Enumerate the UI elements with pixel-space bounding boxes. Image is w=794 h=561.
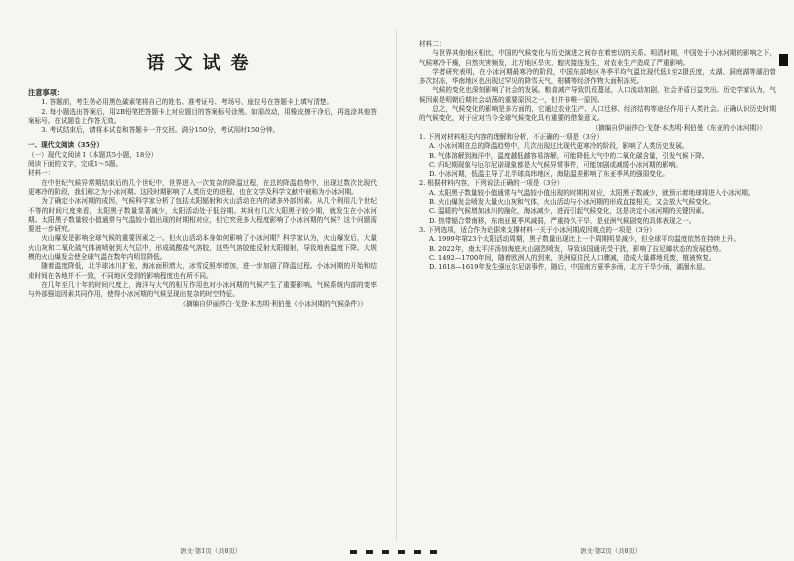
paragraph: 总之，气候变化的影响是多方面的，它通过农业生产、人口迁移、经济结构等途径作用于人类社会。正确认识历史时期的气候变化，对于应对当今全球气候变化具有重要的借鉴意义。 [419,105,776,123]
option: C. 归纪期现象与厄尔尼诺现象都是大气候异常事件，可能加剧或减缓小冰河期的影响。 [429,160,682,169]
paragraph: 随着温度降低，北半球冰川扩张，海冰面积增大，冰雪反照率增加，进一步加剧了降温过程。小冰河期的开始和结束时间在各地并不一致，不同地区受到的影响程度也有所不同。 [28,262,377,280]
notice-title: 注意事项： [28,88,64,97]
option: B. 气体溶解到海洋中，温度越低越容易溶解，可能降低大气中的二氧化碳含量，引发气候下降。 [429,151,709,160]
source-citation: （摘编自伊丽莎白·戈登·本杰明·利伯曼《小冰河期的气候条件》） [179,299,367,308]
question-3: 3. 下列选项，适合作为论据来支撑材料一关于小冰河期成因观点的一项是（3分） [419,225,656,234]
notice-3: 3. 考试结束后，请将本试卷和答题卡一并交回。满分150分，考试用时150分钟。 [41,126,280,135]
option: A. 1999年第23个太阳活动周期，黑子数量出现比上一个周期明显减少，但全球平均温度依然在持续上升。 [429,235,741,244]
paragraph: 在中世纪气候异常期结束后的几个世纪中，世界进入一次复杂的降温过程，在总的降温趋势中，出现过数次比现代更寒冷的阶段，我们称之为小冰河期。这段时期影响了人类历史的进程，也在文学及科学文献中被称为小冰河期。 [28,178,377,196]
paragraph: 为了确定小冰河期的成因，气候科学家分析了包括太阳辐射和火山活动在内的诸多外部因素。从几个利用几个世纪不等的时间尺度来看，太阳黑子数量显著减少，太阳活动处于低谷期。其间有几次大阳黑子较少期，就发生在小冰河期。太阳黑子数量较小值通常与气温较小值出现的时期相对应，但它究竟多大程度影响了小冰河期的气候？这个问题需要进一步研究。 [28,197,377,234]
option: C. 温暖的气候增加冰川的融化，海冰减少，进而引起气候变化，这是决定小冰河期的关键因素。 [429,207,709,216]
exam-title: 语文试卷 [146,53,259,74]
paragraph: 火山爆发是影响全球气候的重要因素之一。但火山活动本身如何影响了小冰河期？科学家认为，火山爆发后，大量火山灰和二氧化硫气体被喷射到大气层中，形成硫酸盐气溶胶，这些气溶胶能反射太阳辐射，导致地表温度下降。大规模的火山爆发会使全球气温在数年内明显降低。 [28,234,377,262]
subsection-heading: （一）现代文阅读 I（本题共5小题，18分） [28,150,158,159]
page-footer-left: 语文·第1页（共8页） [180,547,242,555]
section-heading: 一、现代文阅读（35分） [28,141,104,150]
notice-1: 1. 答题前，考生务必用黑色碳素笔将自己的姓名、准考证号、考场号、座位号在答题卡上填写清楚。 [41,98,334,107]
material1-label: 材料一： [28,169,55,178]
question-2: 2. 根据材料内容，下列说法正确的一项是（3分） [419,179,564,188]
option: A. 小冰河期在总的降温趋势中，几次出现过比现代更寒冷的阶段，影响了人类历史发展。 [429,142,689,151]
notice-2: 2. 每小题选出答案后，用2B铅笔把答题卡上对应题目的答案标号涂黑。如需改动，用橡皮擦干净后，再选涂其他答案标号。在试题卷上作答无效。 [28,107,377,125]
option: B. 2022年，南太平洋汤加海底火山剧烈喷发，导致该国通讯受干扰，影响了拉尼娜状态的发展趋势。 [429,244,726,253]
option: D. 热带辐合带南移，东南亚夏季风减弱，严重持久干旱，是亚洲气候剧变的具体表现之一。 [429,216,696,225]
paragraph: 与世界其他地区相比，中国的气候变化与历史演进之间存在着密切的关系。明清时期，中国处于小冰河期的影响之下，气候寒冷干燥，自然灾害频发，北方地区旱灾、蝗灾接连发生，对农业生产造成了严重影响。 [419,49,776,67]
option: D. 1618—1619年发生强厄尔尼诺事件，随后，中国南方夏季多雨，北方干旱少雨，湖涸水退。 [429,263,710,272]
page-right [397,0,794,561]
option: C. 1492—1700年间，随着欧洲人的到来，美洲原住民人口骤减，造成大量耕地荒废，植被恢复。 [429,253,716,262]
paragraph: 在几年至几十年的时间尺度上，海洋与大气的相互作用也对小冰河期的气候产生了重要影响。气候系统内部的变率与外部强迫因素共同作用，使得小冰河期的气候呈现出复杂的时空特征。 [28,280,377,299]
material2-label: 材料二： [419,40,446,48]
option: D. 小冰河期，低温主导了北半球高纬地区，海陆温差影响了东亚季风的强弱变化。 [429,170,670,179]
option: A. 太阳黑子数量较小值通常与气温较小值出现的时期相对应，太阳黑子数减少，就预示着地球将进入小冰河期。 [429,188,755,197]
option: B. 火山爆发会喷发大量火山灰和气体，火山活动与小冰河期的形成直接相关，又会放大气候变化。 [429,198,715,207]
page-footer-right: 语文·第2页（共8页） [580,547,642,555]
question-1: 1. 下列对材料相关内容的理解和分析，不正确的一项是（3分） [419,132,604,141]
paragraph: 气候的变化也深刻影响了社会的发展。粮食减产导致饥荒蔓延，人口流动加剧，社会矛盾日益突出。历史学家认为，气候因素是明朝后期社会动荡的重要原因之一，但并非唯一原因。 [419,86,776,104]
print-marks [350,550,437,554]
paragraph: 学者研究表明，在小冰河期最寒冷的阶段，中国东部地区冬季平均气温比现代低1至2摄氏度，太湖、洞庭湖等湖泊曾多次封冻，华南地区也出现过罕见的降雪天气，柑橘等经济作物大面积冻死。 [419,67,776,86]
instruction: 阅读下面的文字，完成1～5题。 [28,160,123,169]
source-citation: （摘编自伊丽莎白·戈登·本杰明·利伯曼《东亚的小冰河期》） [591,123,766,132]
